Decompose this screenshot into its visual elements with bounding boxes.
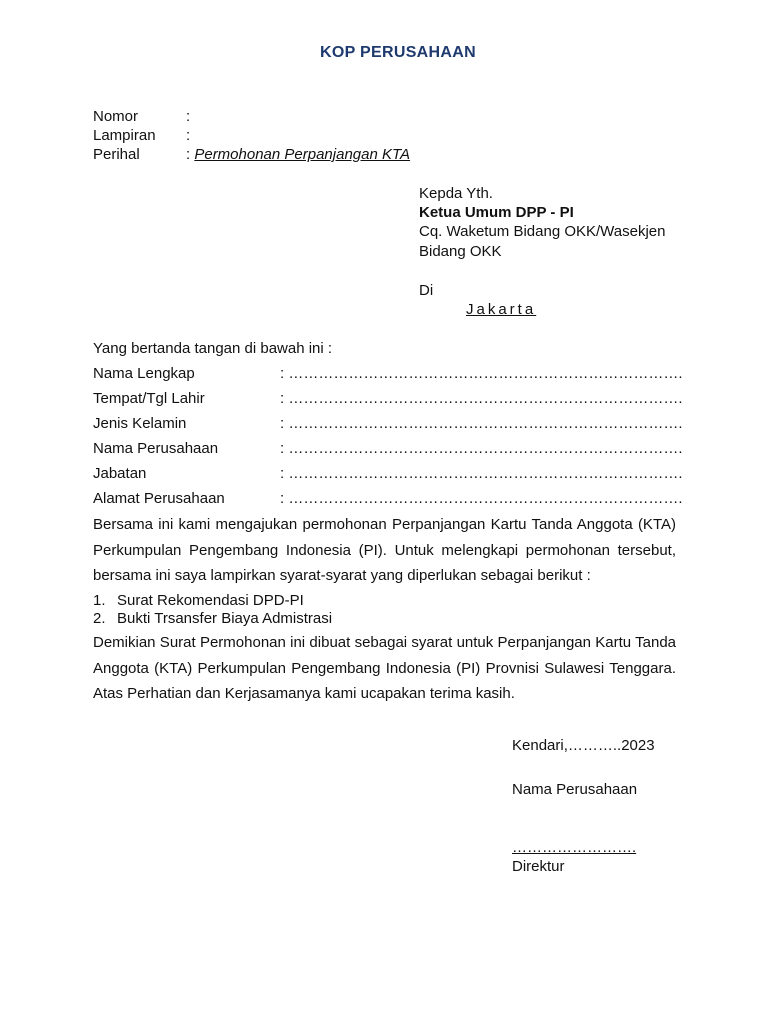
list-item: [93, 592, 332, 610]
meta-perihal-colon: :: [186, 146, 191, 163]
field-label-jenis-kelamin: Jenis Kelamin: [93, 415, 187, 432]
field-value-tempat-tgl-lahir: : …………………………………………………………………….: [280, 390, 683, 407]
perihal-subject: Permohonan Perpanjangan KTA: [194, 146, 411, 163]
recipient-cq-line2: Bidang OKK: [419, 243, 502, 260]
field-value-nama-perusahaan: : …………………………………………………………………….: [280, 440, 683, 457]
field-label-nama-lengkap: Nama Lengkap: [93, 365, 195, 382]
field-label-alamat-perusahaan: Alamat Perusahaan: [93, 490, 225, 507]
body-paragraph-closing: Demikian Surat Permohonan ini dibuat sebagai syarat untuk Perpanjangan Kartu Tanda Anggota (KTA) Perkumpulan Pengembang Indonesia (PI) Provnisi Sulawesi Tenggara. Atas Perhatian dan Kerjasamanya kami ucapakan terima kasih.: [93, 634, 676, 702]
recipient-di: Di: [419, 282, 434, 299]
signature-line: …………………….: [512, 839, 637, 856]
list-item: [93, 610, 332, 628]
recipient-name: Ketua Umum DPP - PI: [419, 204, 574, 221]
requirements-list: [93, 592, 332, 628]
meta-nomor-colon: :: [186, 108, 191, 125]
recipient-greeting: Kepda Yth.: [419, 185, 493, 202]
recipient-city: Jakarta: [466, 301, 537, 318]
field-label-jabatan: Jabatan: [93, 465, 147, 482]
recipient-cq-line1: Cq. Waketum Bidang OKK/Wasekjen: [419, 223, 666, 240]
list-item-number: 1.: [93, 592, 106, 609]
field-value-jabatan: : …………………………………………………………………….: [280, 465, 683, 482]
letterhead-title: KOP PERUSAHAAN: [320, 44, 476, 61]
meta-perihal-label: Perihal: [93, 146, 140, 163]
intro-line: Yang bertanda tangan di bawah ini :: [93, 340, 333, 357]
field-label-tempat-tgl-lahir: Tempat/Tgl Lahir: [93, 390, 205, 407]
field-value-alamat-perusahaan: : …………………………………………………………………….: [280, 490, 683, 507]
list-item-text: Surat Rekomendasi DPD-PI: [117, 592, 304, 609]
signature-place-date: Kendari,………..2023: [512, 737, 655, 754]
meta-lampiran-label: Lampiran: [93, 127, 156, 144]
list-item-number: 2.: [93, 610, 106, 627]
field-value-nama-lengkap: : …………………………………………………………………….: [280, 365, 683, 382]
meta-perihal-value: [186, 145, 410, 164]
list-item-text: Bukti Trsansfer Biaya Admistrasi: [117, 610, 333, 627]
field-value-jenis-kelamin: : …………………………………………………………………….: [280, 415, 683, 432]
field-label-nama-perusahaan: Nama Perusahaan: [93, 440, 219, 457]
meta-lampiran-colon: :: [186, 127, 191, 144]
meta-nomor-label: Nomor: [93, 108, 139, 125]
signature-company: Nama Perusahaan: [512, 781, 638, 798]
body-paragraph-request: Bersama ini kami mengajukan permohonan Perpanjangan Kartu Tanda Anggota (KTA) Perkumpulan Pengembang Indonesia (PI). Untuk melengkapi permohonan tersebut, bersama ini saya lampirkan syarat-syarat yang diperlukan sebagai berikut :: [93, 516, 676, 584]
signature-position: Direktur: [512, 858, 565, 875]
